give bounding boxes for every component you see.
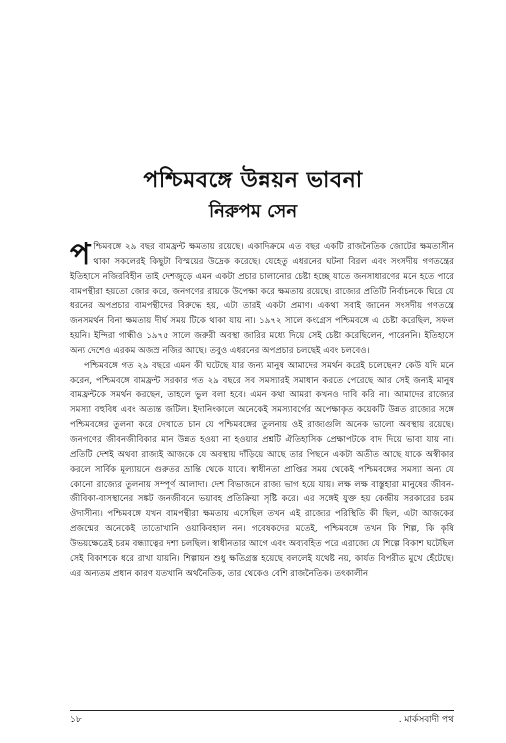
paragraph-1-text: শ্চিমবঙ্গে ২৯ বছর বামফ্রন্ট ক্ষমতায় রয়েছে। একাদিক্রমে এত বছর একটি রাজনৈতিক জোটের ক্ষমতাসীন থাকা সকলেরই কিছুটা বিস্ময়ের উদ্রেক করেছে। যেহেতু এধরনের ঘটনা বিরল এবং সংসদীয় গণতন্ত্রের ইতিহাসে নজিরবিহীন তাই দেশজুড়ে এমন একটা প্রচার চালানোর চেষ্টা হচ্ছে যাতে জনসাধারণের মনে হতে পারে বামপন্থীরা হয়তো জোর করে, জনগণের রায়কে উপেক্ষা করে ক্ষমতায় রয়েছে। রাজ্যের প্রতিটি নির্বাচনকে ঘিরে যে ধরনের অপপ্রচার বামপন্থীদের বিরুদ্ধে হয়, এটা তারই একটা প্রমাণ। একথা সবাই জানেন সংসদীয় গণতন্ত্রে জনসমর্থন বিনা ক্ষমতায় দীর্ঘ সময় টিকে থাকা যায় না। ১৯৭২ সালে কংগ্রেস পশ্চিমবঙ্গে এ চেষ্টা করেছিল, সফল হয়নি। ইন্দিরা গান্ধীও ১৯৭৫ সালে জরুরী অবস্থা জারির মধ্যে দিয়ে সেই চেষ্টা করেছিলেন, পারেননি। ইতিহাসে অন্য দেশেও এরকম অজস্র নজির আছে। তবুও এধরনের অপপ্রচার চলছেই এবং চলবেও। bbox=[70, 242, 454, 356]
page-number: ১৮ bbox=[70, 715, 82, 725]
footer-divider bbox=[70, 710, 454, 711]
article-body bbox=[70, 237, 454, 581]
article-title: পশ্চিমবঙ্গে উন্নয়ন ভাবনা bbox=[143, 168, 363, 193]
journal-name: . মার্কসবাদী পথ bbox=[398, 715, 454, 725]
drop-cap: প bbox=[70, 237, 91, 272]
article-author: নিরুপম সেন bbox=[208, 201, 298, 222]
paragraph-1 bbox=[70, 237, 454, 359]
paragraph-2: পশ্চিমবঙ্গে গত ২৯ বছরে এমন কী ঘটেছে যার জন্য মানুষ আমাদের সমর্থন করেই চলেছেন? কেউ যদি মনে করেন, পশ্চিমবঙ্গে বামফ্রন্ট সরকার গত ২৯ বছরে সব সমস্যারই সমাধান করতে পেরেছে আর সেই জন্যই মানুষ বামফ্রন্টকে সমর্থন করছেন, তাহলে ভুল বলা হবে। এমন কথা আমরা কখনও দাবি করি না। আমাদের রাজ্যের সমস্যা বহুবিধ এবং অত্যন্ত জটিল। ইদানিংকালে অনেকেই সমস্যাবর্গের অপেক্ষাকৃত কয়েকটি উন্নত রাজ্যের সঙ্গে পশ্চিমবঙ্গের তুলনা করে দেখাতে চান যে পশ্চিমবঙ্গের তুলনায় ওই রাজ্যগুলি অনেক ভালো অবস্থায় রয়েছে। জনগণের জীবনজীবিকার মান উন্নত হওয়া না হওয়ার প্রশ্নটি ঐতিহাসিক প্রেক্ষাপটকে বাদ দিয়ে ভাবা যায় না। প্রতিটি দেশই অথবা রাজ্যই আজকে যে অবস্থায় দাঁড়িয়ে আছে তার পিছনে একটা অতীত আছে যাকে অস্বীকার করলে সার্বিক মূল্যায়নে গুরুতর ভ্রান্তি থেকে যাবে। স্বাধীনতা প্রাপ্তির সময় থেকেই পশ্চিমবঙ্গের সমস্যা অন্য যে কোনো রাজ্যের তুলনায় সম্পূর্ণ আলাদা। দেশ বিভাজনে রাজ্য ভাগ হয়ে যায়। লক্ষ লক্ষ বাস্তুহারা মানুষের জীবন-জীবিকা-বাসস্থানের সঙ্কট জনজীবনে ভয়াবহ প্রতিক্রিয়া সৃষ্টি করে। এর সঙ্গেই যুক্ত হয় কেন্দ্রীয় সরকারের চরম ঔদাসীন্য। পশ্চিমবঙ্গে যখন বামপন্থীরা ক্ষমতায় এসেছিল তখন এই রাজ্যের পরিস্থিতি কী ছিল, এটা আজকের প্রজন্মের অনেকেই তাতোখানি ওয়াকিবহাল নন। গবেষকদের মতেই, পশ্চিমবঙ্গে তখন কি শিল্প, কি কৃষি উভয়ক্ষেত্রেই চরম বন্ধ্যাত্বের দশা চলছিল। স্বাধীনতার আগে এবং অব্যবহিত পরে এরাজ্যে যে শিল্পে বিকাশ ঘটেছিল সেই বিকাশকে ধরে রাখা যায়নি। শিল্পায়ন শুধু ক্ষতিগ্রস্ত হয়েছে বললেই যথেষ্ট নয়, কার্যত বিপরীত মুখে হেঁটেছে। এর অন্যতম প্রধান কারণ যতখানি অর্থনৈতিক, তার থেকেও বেশি রাজনৈতিক। তৎকালীন bbox=[70, 360, 454, 579]
